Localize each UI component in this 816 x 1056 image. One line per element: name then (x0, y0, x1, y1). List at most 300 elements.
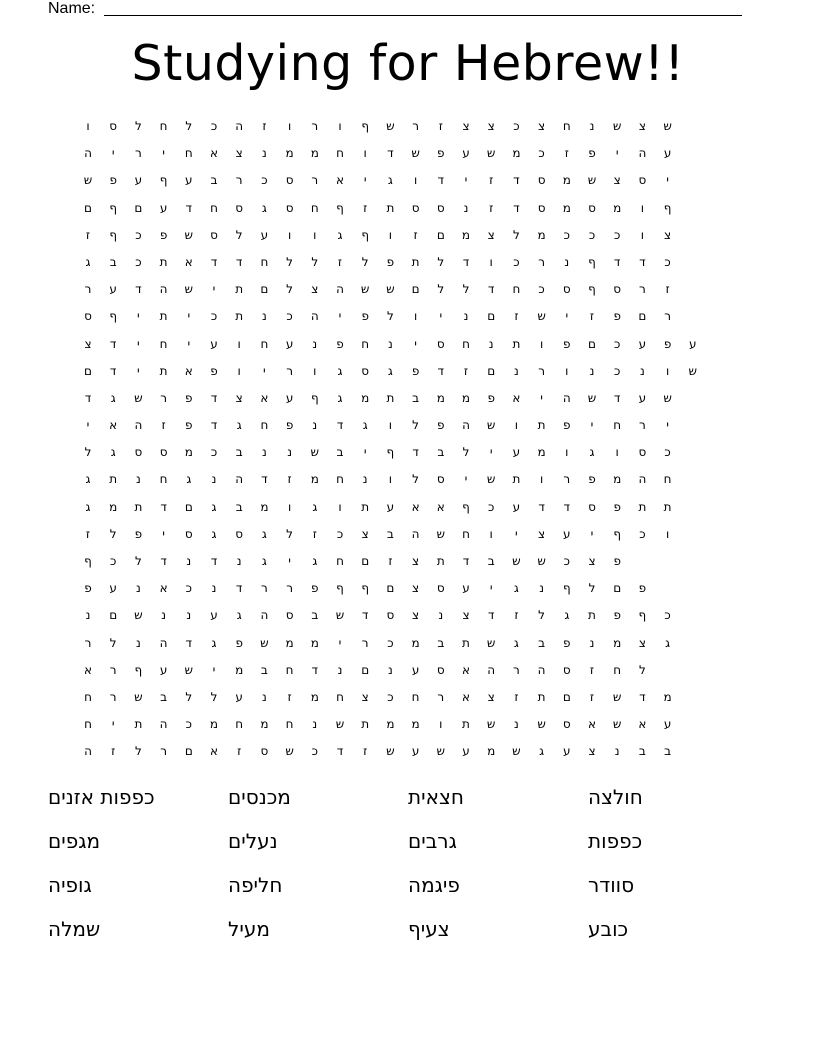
grid-letter: ס (588, 499, 596, 514)
grid-letter: ד (109, 336, 117, 351)
grid-letter: צ (487, 227, 495, 242)
grid-letter: ם (386, 581, 395, 596)
word-bank-item: חולצה (588, 785, 643, 809)
grid-letter: ש (335, 717, 345, 732)
grid-letter: ו (640, 227, 645, 242)
grid-letter: פ (185, 418, 193, 433)
grid-letter: ד (210, 390, 218, 405)
grid-letter: ס (436, 581, 445, 596)
grid-letter: פ (210, 363, 218, 378)
grid-letter: ם (411, 282, 420, 297)
grid-letter: ר (286, 581, 293, 596)
grid-letter: נ (614, 744, 620, 759)
grid-letter: ע (386, 499, 395, 514)
grid-letter: ת (134, 717, 143, 732)
grid-letter: ג (85, 254, 91, 269)
grid-letter: ד (235, 581, 243, 596)
grid-row (78, 222, 738, 249)
grid-letter: ש (512, 744, 521, 759)
grid-letter: ו (413, 173, 418, 188)
grid-row (78, 548, 738, 575)
grid-letter: צ (412, 581, 420, 596)
grid-letter: ז (85, 526, 91, 541)
grid-letter: ס (411, 200, 420, 215)
grid-letter: ם (588, 336, 596, 351)
grid-letter: י (111, 146, 115, 161)
grid-letter: ו (287, 499, 292, 514)
grid-letter: צ (361, 526, 369, 541)
grid-letter: ר (261, 581, 268, 596)
grid-letter: י (540, 390, 543, 405)
grid-letter: ר (412, 119, 419, 133)
grid-letter: ו (338, 499, 342, 514)
grid-letter: כ (538, 282, 545, 297)
grid-letter: ש (537, 554, 546, 568)
grid-letter: ס (210, 227, 218, 242)
grid-row (78, 630, 738, 657)
grid-row (78, 711, 738, 738)
grid-letter: צ (235, 390, 243, 405)
grid-letter: ג (85, 472, 91, 487)
grid-letter: ר (538, 363, 545, 378)
grid-letter: ר (311, 173, 319, 188)
grid-letter: פ (336, 336, 344, 351)
grid-letter: ש (512, 554, 521, 568)
page-title: Studying for Hebrew!! (131, 35, 685, 92)
grid-letter: ע (462, 146, 470, 161)
grid-letter: פ (84, 581, 92, 596)
grid-letter: ה (310, 309, 319, 324)
grid-letter: נ (135, 581, 141, 596)
grid-letter: ד (613, 254, 621, 269)
grid-letter: ח (84, 689, 92, 704)
grid-letter: ת (537, 418, 546, 433)
grid-letter: ר (286, 363, 293, 378)
grid-letter: ז (564, 146, 569, 161)
grid-letter: ב (160, 689, 168, 704)
grid-letter: ז (589, 689, 595, 704)
grid-letter: ר (563, 472, 571, 487)
word-bank-item: גופיה (48, 873, 92, 897)
grid-letter: ש (134, 689, 143, 704)
grid-letter: נ (589, 119, 595, 133)
grid-letter: ג (337, 227, 343, 242)
grid-letter: מ (461, 227, 471, 242)
grid-letter: ע (210, 608, 218, 623)
grid-letter: ח (184, 146, 193, 161)
grid-letter: ד (210, 554, 218, 568)
grid-letter: ח (361, 336, 370, 351)
grid-letter: נ (463, 309, 469, 324)
grid-letter: ג (589, 445, 595, 460)
grid-letter: א (512, 390, 521, 405)
grid-letter: ב (210, 173, 218, 188)
grid-letter: ר (437, 689, 445, 704)
grid-letter: ב (487, 554, 495, 568)
grid-letter: מ (613, 472, 622, 487)
grid-letter: ר (160, 390, 167, 405)
grid-letter: פ (386, 254, 395, 269)
grid-letter: ש (688, 363, 698, 378)
name-line (104, 15, 742, 16)
grid-letter: כ (185, 581, 192, 596)
grid-letter: ז (287, 689, 292, 704)
grid-letter: י (111, 717, 115, 732)
grid-letter: כ (387, 635, 394, 650)
grid-letter: ג (211, 635, 217, 650)
grid-letter: ז (237, 744, 242, 759)
grid-letter: ד (185, 635, 193, 650)
grid-letter: צ (412, 608, 420, 623)
grid-letter: צ (588, 744, 596, 759)
grid-letter: פ (159, 227, 168, 242)
grid-letter: ז (262, 119, 267, 133)
grid-letter: ר (538, 254, 545, 269)
grid-letter: נ (589, 635, 595, 650)
grid-letter: ם (109, 608, 118, 623)
grid-row (78, 466, 738, 493)
grid-letter: ע (134, 173, 143, 188)
grid-letter: צ (84, 336, 92, 351)
grid-letter: ש (184, 282, 194, 297)
grid-letter: י (414, 336, 417, 351)
grid-letter: ב (235, 499, 243, 514)
grid-letter: ד (185, 200, 193, 215)
grid-letter: נ (312, 336, 318, 351)
grid-letter: ע (411, 662, 420, 677)
grid-letter: ת (109, 472, 118, 487)
grid-letter: ג (564, 608, 570, 623)
grid-letter: ד (261, 472, 268, 487)
grid-letter: ו (413, 309, 418, 324)
grid-letter: פ (235, 635, 243, 650)
grid-row (78, 521, 738, 548)
grid-letter: פ (134, 526, 143, 541)
grid-letter: מ (310, 146, 319, 161)
word-bank-item: כובע (588, 917, 629, 941)
grid-letter: נ (539, 581, 544, 596)
grid-letter: א (109, 418, 118, 433)
grid-letter: ת (462, 635, 470, 650)
grid-letter: ש (360, 282, 370, 297)
grid-letter: צ (462, 119, 470, 133)
grid-letter: ת (386, 200, 395, 215)
grid-letter: ש (134, 390, 143, 405)
grid-letter: ת (462, 717, 470, 732)
grid-letter: ע (638, 336, 647, 351)
grid-letter: ה (235, 119, 244, 133)
grid-row (78, 276, 738, 303)
grid-letter: ס (638, 173, 647, 188)
grid-letter: י (212, 282, 216, 297)
grid-letter: ף (336, 200, 344, 215)
grid-letter: ד (563, 499, 571, 514)
grid-letter: ה (638, 472, 647, 487)
grid-letter: ו (313, 363, 317, 378)
grid-letter: כ (110, 554, 117, 568)
grid-letter: ם (84, 363, 92, 378)
grid-letter: ף (361, 581, 370, 596)
grid-letter: ד (487, 282, 495, 297)
grid-letter: ד (462, 254, 470, 269)
grid-letter: נ (337, 662, 343, 677)
grid-letter: ס (184, 526, 193, 541)
grid-letter: ל (109, 635, 117, 650)
grid-letter: ל (412, 418, 419, 433)
grid-letter: ש (612, 689, 622, 704)
grid-letter: ח (663, 472, 672, 487)
grid-letter: ז (413, 227, 418, 242)
grid-letter: ז (337, 254, 343, 269)
grid-letter: ד (160, 554, 167, 568)
grid-letter: ד (513, 200, 520, 215)
grid-letter: ז (312, 526, 317, 541)
grid-letter: כ (639, 526, 646, 541)
grid-letter: פ (563, 336, 571, 351)
grid-letter: ם (361, 662, 370, 677)
grid-letter: א (436, 499, 445, 514)
word-bank-item: צעיף (408, 917, 450, 941)
grid-letter: ע (159, 200, 168, 215)
word-bank-item: חליפה (228, 873, 283, 897)
grid-letter: ב (109, 254, 117, 269)
grid-letter: ג (312, 499, 318, 514)
grid-letter: ף (562, 581, 571, 596)
grid-letter: ר (84, 282, 92, 297)
grid-letter: כ (664, 254, 671, 269)
grid-letter: ש (310, 445, 320, 460)
grid-letter: ח (84, 717, 92, 732)
grid-letter: נ (513, 363, 519, 378)
grid-letter: ת (436, 554, 445, 568)
grid-letter: ף (588, 254, 596, 269)
grid-letter: ל (286, 282, 293, 297)
grid-letter: ל (638, 662, 646, 677)
grid-row (78, 249, 738, 276)
grid-letter: ה (562, 390, 571, 405)
grid-letter: ז (589, 309, 595, 324)
grid-letter: ד (210, 418, 218, 433)
grid-letter: ל (412, 472, 419, 487)
grid-letter: ר (664, 309, 671, 324)
grid-letter: ז (665, 282, 670, 297)
grid-letter: ל (286, 254, 293, 269)
grid-letter: ל (512, 227, 520, 242)
grid-letter: ם (562, 689, 571, 704)
grid-letter: מ (613, 635, 622, 650)
grid-letter: ו (439, 717, 443, 732)
grid-letter: י (666, 173, 669, 188)
grid-letter: ע (512, 445, 521, 460)
grid-letter: נ (387, 662, 393, 677)
grid-letter: ף (310, 390, 319, 405)
grid-letter: י (464, 173, 468, 188)
grid-letter: ס (285, 608, 294, 623)
grid-letter: מ (562, 173, 571, 188)
grid-letter: ח (512, 282, 521, 297)
grid-letter: פ (361, 309, 369, 324)
grid-letter: ג (85, 499, 91, 514)
grid-letter: ח (613, 662, 622, 677)
grid-letter: ח (235, 717, 244, 732)
grid-letter: ה (411, 526, 420, 541)
grid-letter: ר (84, 635, 92, 650)
grid-letter: ל (134, 554, 142, 568)
grid-letter: ו (665, 526, 670, 541)
grid-letter: ל (210, 689, 218, 704)
grid-row (78, 113, 738, 140)
grid-letter: ד (639, 689, 646, 704)
grid-letter: י (187, 309, 191, 324)
grid-letter: ח (260, 336, 269, 351)
grid-letter: ס (588, 200, 596, 215)
grid-letter: ג (186, 472, 192, 487)
grid-letter: ל (84, 445, 92, 460)
grid-letter: צ (538, 526, 546, 541)
grid-letter: כ (664, 608, 671, 623)
grid-letter: ז (85, 227, 91, 242)
grid-letter: ע (235, 689, 243, 704)
grid-letter: א (461, 689, 471, 704)
grid-letter: ף (361, 119, 370, 133)
grid-letter: נ (287, 445, 292, 460)
grid-letter: ת (512, 472, 521, 487)
grid-letter: ש (612, 717, 622, 732)
grid-letter: ס (537, 173, 546, 188)
grid-letter: ש (386, 119, 395, 133)
grid-letter: ו (489, 526, 493, 541)
grid-letter: ב (336, 445, 344, 460)
grid-letter: ס (235, 200, 244, 215)
name-field (48, 0, 748, 22)
grid-letter: י (489, 445, 493, 460)
grid-letter: ל (286, 526, 293, 541)
grid-letter: פ (638, 581, 647, 596)
grid-letter: ח (336, 689, 344, 704)
grid-letter: ף (109, 309, 118, 324)
grid-row (78, 303, 738, 330)
grid-letter: כ (614, 336, 621, 351)
grid-letter: י (515, 526, 518, 541)
grid-row (78, 385, 738, 412)
grid-letter: ח (562, 119, 571, 133)
grid-letter: י (489, 581, 493, 596)
grid-letter: צ (588, 554, 596, 568)
grid-letter: מ (285, 635, 294, 650)
grid-letter: ם (184, 499, 193, 514)
grid-letter: ש (486, 635, 496, 650)
grid-letter: ח (260, 254, 269, 269)
grid-letter: מ (260, 717, 269, 732)
grid-letter: מ (235, 662, 244, 677)
grid-letter: י (137, 336, 140, 351)
grid-letter: ג (513, 635, 519, 650)
grid-letter: ל (185, 119, 193, 133)
grid-letter: ס (84, 309, 92, 324)
grid-letter: ר (135, 146, 142, 161)
grid-letter: י (338, 635, 342, 650)
grid-letter: ז (388, 554, 393, 568)
grid-letter: ג (211, 499, 217, 514)
grid-letter: ע (159, 662, 168, 677)
grid-letter: כ (185, 717, 192, 732)
grid-letter: ס (386, 608, 395, 623)
grid-letter: ב (235, 445, 243, 460)
grid-letter: ח (613, 418, 622, 433)
grid-letter: ש (386, 282, 395, 297)
grid-letter: ב (437, 445, 445, 460)
grid-letter: מ (613, 200, 622, 215)
grid-letter: מ (411, 635, 420, 650)
grid-letter: ע (185, 173, 193, 188)
grid-letter: ף (663, 200, 672, 215)
grid-letter: ל (588, 581, 596, 596)
grid-row (78, 195, 738, 222)
grid-letter: ב (260, 662, 268, 677)
name-label: Name: (48, 0, 96, 17)
grid-letter: כ (513, 254, 520, 269)
grid-row (78, 439, 738, 466)
grid-letter: ד (210, 254, 218, 269)
grid-letter: ע (210, 336, 218, 351)
grid-letter: ס (285, 173, 294, 188)
grid-letter: ל (185, 689, 193, 704)
grid-letter: כ (261, 173, 268, 188)
grid-letter: ש (537, 309, 546, 324)
grid-letter: ש (436, 744, 446, 759)
grid-letter: ג (236, 418, 242, 433)
word-bank-item: שמלה (48, 917, 101, 941)
grid-letter: כ (563, 227, 570, 242)
grid-letter: ס (638, 445, 647, 460)
grid-letter: ר (311, 119, 319, 133)
grid-letter: י (363, 173, 367, 188)
grid-letter: פ (613, 608, 621, 623)
grid-letter: ח (210, 200, 218, 215)
grid-letter: ש (486, 418, 496, 433)
grid-letter: נ (463, 200, 469, 215)
grid-letter: ב (638, 744, 646, 759)
grid-letter: א (411, 499, 420, 514)
grid-letter: כ (210, 119, 218, 133)
grid-letter: ס (436, 472, 445, 487)
grid-letter: י (666, 418, 669, 433)
grid-letter: ב (437, 635, 445, 650)
grid-letter: ג (236, 608, 242, 623)
grid-letter: מ (361, 390, 370, 405)
grid-letter: ש (587, 390, 597, 405)
grid-letter: כ (664, 445, 671, 460)
grid-letter: ש (386, 744, 395, 759)
grid-letter: ו (539, 336, 544, 351)
grid-letter: ח (310, 200, 319, 215)
grid-letter: צ (638, 119, 646, 133)
word-bank-item: מגפים (48, 829, 101, 853)
grid-letter: ד (387, 146, 394, 161)
grid-letter: א (184, 363, 193, 378)
grid-letter: י (263, 363, 266, 378)
grid-letter: ד (513, 173, 520, 188)
grid-letter: ף (638, 608, 647, 623)
word-bank-item: מעיל (228, 917, 270, 941)
grid-letter: צ (613, 173, 621, 188)
grid-letter: ס (613, 282, 622, 297)
grid-letter: ש (663, 390, 672, 405)
grid-letter: מ (184, 445, 193, 460)
word-bank-item: חצאית (408, 785, 464, 809)
grid-letter: א (461, 662, 471, 677)
grid-letter: ב (412, 390, 420, 405)
